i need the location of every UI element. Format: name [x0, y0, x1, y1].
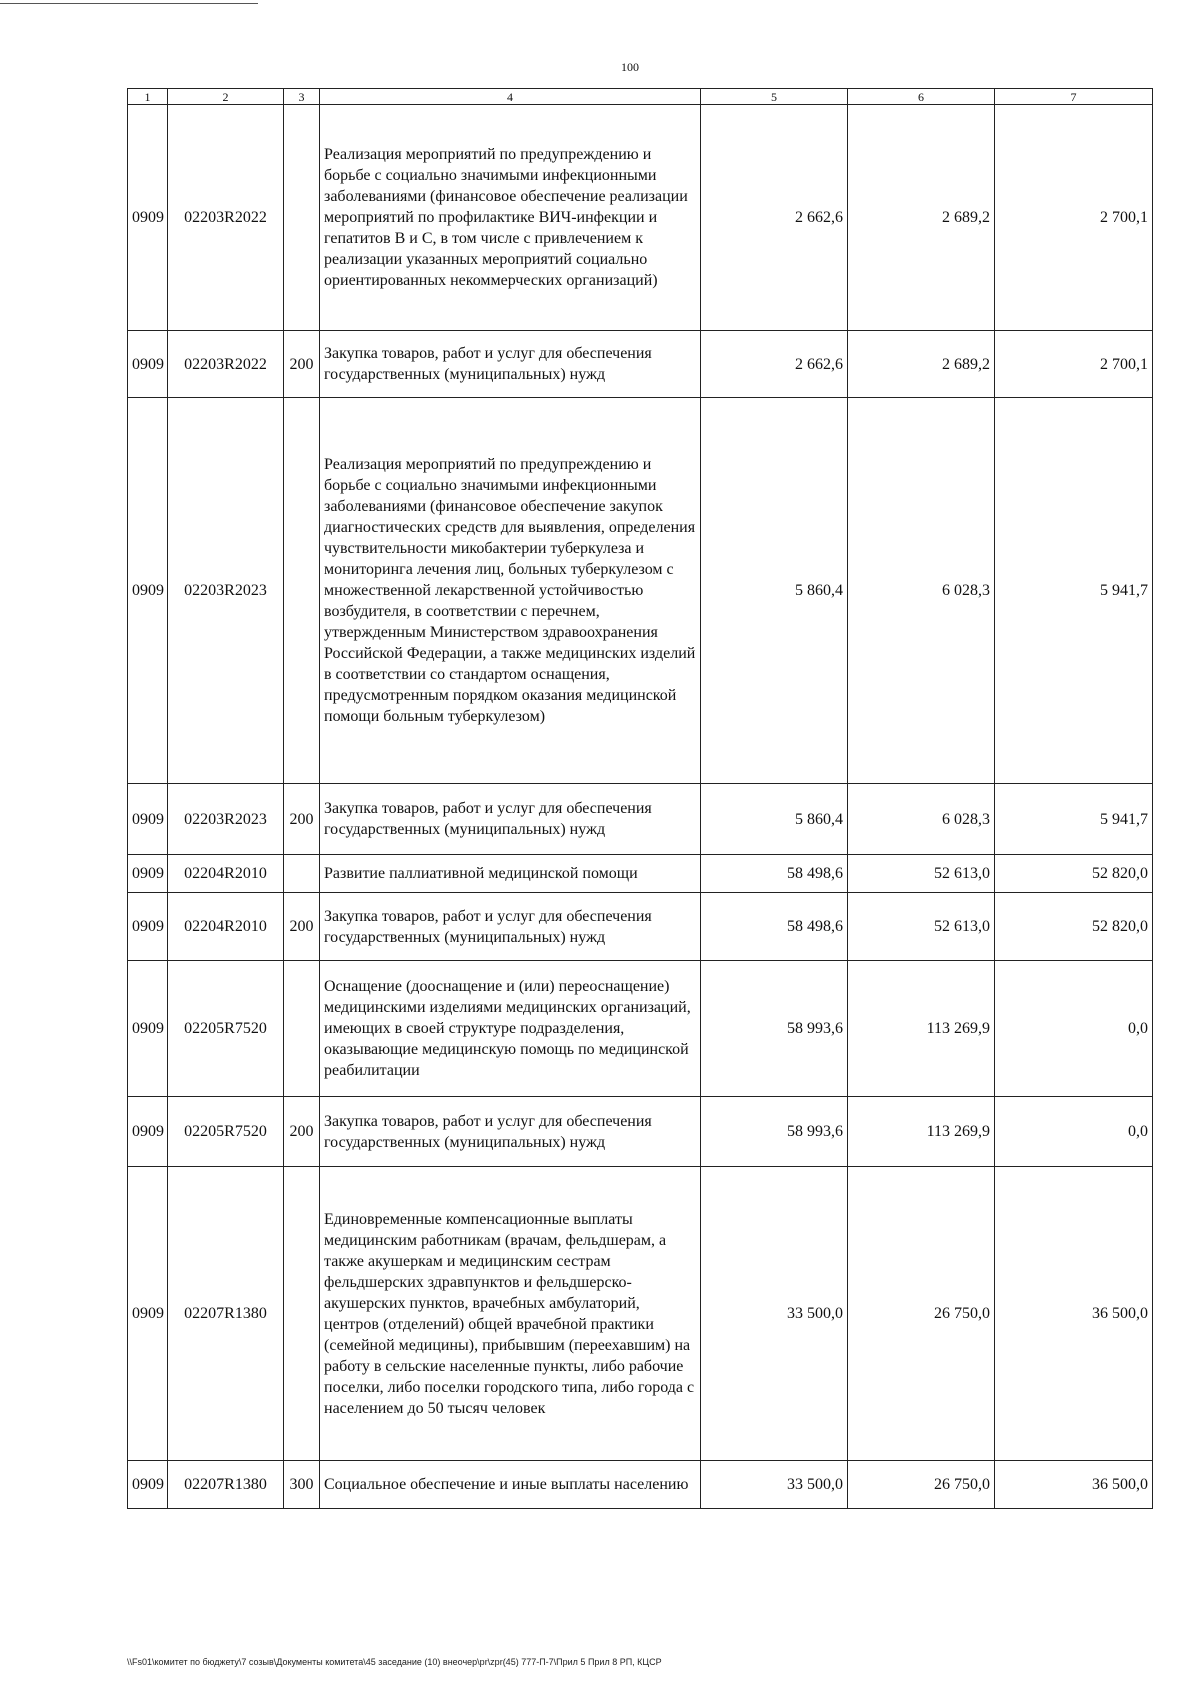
table-row [128, 893, 1153, 961]
amount-year1-cell: 2 662,6 [701, 331, 848, 398]
top-rule [0, 3, 258, 4]
table-row [128, 855, 1153, 893]
section-cell: 0909 [128, 398, 168, 784]
name-cell: Социальное обеспечение и иные выплаты населению [320, 1461, 701, 1509]
amount-year3-cell: 5 941,7 [995, 398, 1153, 784]
table-row [128, 961, 1153, 1097]
amount-year3-cell: 0,0 [995, 1097, 1153, 1167]
amount-year1-cell: 58 498,6 [701, 855, 848, 893]
section-cell: 0909 [128, 1167, 168, 1461]
section-cell: 0909 [128, 893, 168, 961]
amount-year3-cell: 36 500,0 [995, 1461, 1153, 1509]
amount-year1-cell: 33 500,0 [701, 1461, 848, 1509]
col-header-7: 7 [995, 89, 1153, 105]
amount-year2-cell: 52 613,0 [848, 893, 995, 961]
expense-type-cell [284, 105, 320, 331]
col-header-5: 5 [701, 89, 848, 105]
expense-type-cell: 200 [284, 784, 320, 855]
expense-type-cell [284, 855, 320, 893]
amount-year1-cell: 58 498,6 [701, 893, 848, 961]
expense-type-cell: 300 [284, 1461, 320, 1509]
amount-year1-cell: 33 500,0 [701, 1167, 848, 1461]
section-cell: 0909 [128, 784, 168, 855]
name-cell: Закупка товаров, работ и услуг для обеспечения государственных (муниципальных) нужд [320, 331, 701, 398]
target-code-cell: 02203R2022 [168, 105, 284, 331]
amount-year3-cell: 0,0 [995, 961, 1153, 1097]
target-code-cell: 02204R2010 [168, 855, 284, 893]
expense-type-cell: 200 [284, 331, 320, 398]
table-row [128, 784, 1153, 855]
target-code-cell: 02205R7520 [168, 1097, 284, 1167]
table-row [128, 105, 1153, 331]
amount-year3-cell: 2 700,1 [995, 105, 1153, 331]
amount-year1-cell: 5 860,4 [701, 784, 848, 855]
name-cell: Закупка товаров, работ и услуг для обеспечения государственных (муниципальных) нужд [320, 784, 701, 855]
expense-type-cell [284, 961, 320, 1097]
amount-year2-cell: 2 689,2 [848, 331, 995, 398]
col-header-1: 1 [128, 89, 168, 105]
amount-year1-cell: 2 662,6 [701, 105, 848, 331]
target-code-cell: 02204R2010 [168, 893, 284, 961]
amount-year3-cell: 2 700,1 [995, 331, 1153, 398]
target-code-cell: 02203R2022 [168, 331, 284, 398]
name-cell: Оснащение (дооснащение и (или) переоснащение) медицинскими изделиями медицинских организаций, имеющих в своей структуре подразделения, оказывающие медицинскую помощь по медицинской реабилитации [320, 961, 701, 1097]
amount-year3-cell: 5 941,7 [995, 784, 1153, 855]
name-cell: Реализация мероприятий по предупреждению и борьбе с социально значимыми инфекционными заболеваниями (финансовое обеспечение реализации мероприятий по профилактике ВИЧ-инфекции и гепатитов В и С, в том числе с привлечением к реализации указанных мероприятий социально ориентированных некоммерческих организаций) [320, 105, 701, 331]
amount-year2-cell: 26 750,0 [848, 1461, 995, 1509]
amount-year2-cell: 52 613,0 [848, 855, 995, 893]
budget-table [127, 88, 1153, 1509]
amount-year1-cell: 5 860,4 [701, 398, 848, 784]
amount-year3-cell: 52 820,0 [995, 893, 1153, 961]
col-header-3: 3 [284, 89, 320, 105]
table-row [128, 1167, 1153, 1461]
amount-year2-cell: 113 269,9 [848, 1097, 995, 1167]
amount-year2-cell: 113 269,9 [848, 961, 995, 1097]
section-cell: 0909 [128, 105, 168, 331]
target-code-cell: 02207R1380 [168, 1461, 284, 1509]
name-cell: Закупка товаров, работ и услуг для обеспечения государственных (муниципальных) нужд [320, 893, 701, 961]
expense-type-cell [284, 1167, 320, 1461]
amount-year2-cell: 26 750,0 [848, 1167, 995, 1461]
col-header-2: 2 [168, 89, 284, 105]
name-cell: Закупка товаров, работ и услуг для обеспечения государственных (муниципальных) нужд [320, 1097, 701, 1167]
table-row [128, 331, 1153, 398]
target-code-cell: 02205R7520 [168, 961, 284, 1097]
section-cell: 0909 [128, 331, 168, 398]
expense-type-cell: 200 [284, 893, 320, 961]
header-row [128, 89, 1153, 105]
name-cell: Развитие паллиативной медицинской помощи [320, 855, 701, 893]
section-cell: 0909 [128, 1097, 168, 1167]
section-cell: 0909 [128, 1461, 168, 1509]
target-code-cell: 02203R2023 [168, 398, 284, 784]
amount-year3-cell: 36 500,0 [995, 1167, 1153, 1461]
expense-type-cell [284, 398, 320, 784]
amount-year3-cell: 52 820,0 [995, 855, 1153, 893]
name-cell: Единовременные компенсационные выплаты медицинским работникам (врачам, фельдшерам, а также акушеркам и медицинским сестрам фельдшерских здравпунктов и фельдшерско-акушерских пунктов, врачебных амбулаторий, центров (отделений) общей врачебной практики (семейной медицины), прибывшим (переехавшим) на работу в сельские населенные пункты, либо рабочие поселки, либо поселки городского типа, либо города с населением до 50 тысяч человек [320, 1167, 701, 1461]
section-cell: 0909 [128, 961, 168, 1097]
amount-year1-cell: 58 993,6 [701, 1097, 848, 1167]
col-header-4: 4 [320, 89, 701, 105]
file-path-footer: \\Fs01\комитет по бюджету\7 созыв\Документы комитета\45 заседание (10) внеочер\pr\zpr(45) 777-П-7\Прил 5 Прил 8 РП, КЦСР [127, 1657, 662, 1667]
amount-year2-cell: 2 689,2 [848, 105, 995, 331]
amount-year2-cell: 6 028,3 [848, 784, 995, 855]
amount-year2-cell: 6 028,3 [848, 398, 995, 784]
section-cell: 0909 [128, 855, 168, 893]
page-number: 100 [621, 60, 639, 74]
target-code-cell: 02207R1380 [168, 1167, 284, 1461]
amount-year1-cell: 58 993,6 [701, 961, 848, 1097]
target-code-cell: 02203R2023 [168, 784, 284, 855]
table-row [128, 398, 1153, 784]
table-row [128, 1097, 1153, 1167]
expense-type-cell: 200 [284, 1097, 320, 1167]
table-row [128, 1461, 1153, 1509]
name-cell: Реализация мероприятий по предупреждению и борьбе с социально значимыми инфекционными заболеваниями (финансовое обеспечение закупок диагностических средств для выявления, определения чувствительности микобактерии туберкулеза и мониторинга лечения лиц, больных туберкулезом с множественной лекарственной устойчивостью возбудителя, в соответствии с перечнем, утвержденным Министерством здравоохранения Российской Федерации, а также медицинских изделий в соответствии со стандартом оснащения, предусмотренным порядком оказания медицинской помощи больным туберкулезом) [320, 398, 701, 784]
col-header-6: 6 [848, 89, 995, 105]
